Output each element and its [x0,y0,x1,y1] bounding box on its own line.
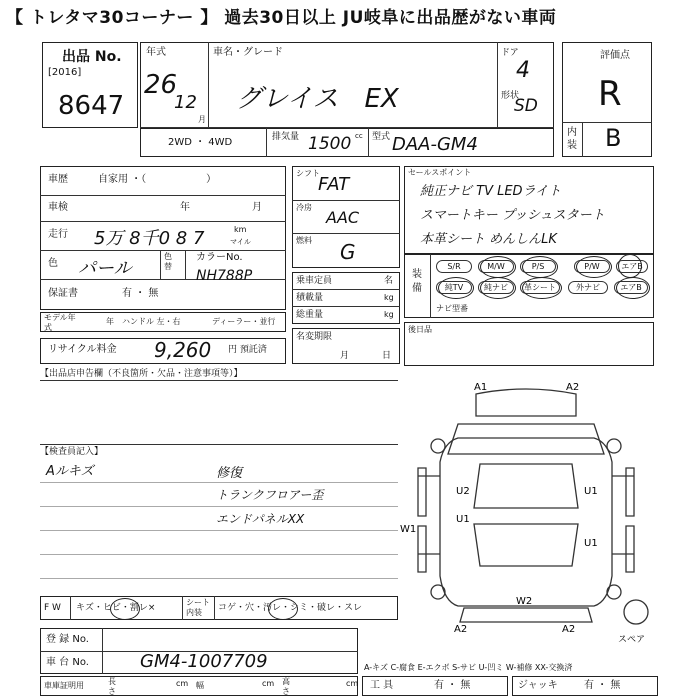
mark-u2-left: U2 [456,486,470,497]
mark-w1: W1 [400,524,417,535]
history-label: 車歴 [48,174,68,185]
capacity-unit: 名 [384,276,394,286]
recycle-unit: 円 預託済 [228,345,267,355]
score-label: 評価点 [600,50,630,61]
circle-leather [522,277,562,299]
equip-tv: 純TV [436,281,472,294]
name-change-month: 月 [340,351,350,361]
lot-number: 8647 [58,91,125,121]
circle-ps [522,256,558,278]
aircon-value: AAC [326,208,360,227]
warranty-text: 有 ・ 無 [122,288,159,299]
mark-w2: W2 [516,596,533,607]
inspector-note-2: トランクフロアー歪 [216,488,324,502]
equip-sr: S/R [436,260,472,273]
name-change-day: 日 [382,351,392,361]
warranty-label: 保証書 [48,288,78,299]
interior-label: 内 装 [567,127,577,151]
seat-label: シート内装 [186,598,210,617]
color-value: パール [78,258,132,279]
circle-navi [480,277,516,299]
weight-label: 総重量 [296,310,324,320]
spare-label: スペア [618,635,646,644]
year-value: 26 [144,70,178,100]
inspector-note-3: エンドパネルXX [216,512,305,526]
score-value: R [598,74,622,114]
mark-a2-bottom-right: A2 [562,624,576,635]
equip-airbag-1: エアB [616,260,648,273]
retrofit-box [404,322,654,366]
circle-tv [438,277,474,299]
displacement-unit: cc [355,132,363,140]
fw-items: キズ・ヒビ・割レ× [76,603,156,613]
displacement-value: 1500 [308,134,352,154]
equip-leather: 革シート [520,281,560,294]
mileage-label: 走行 [48,229,68,240]
color-repaint: 色替 [164,252,172,271]
mileage-unit-mile: マイル [230,238,251,246]
jack-text: 有 ・ 無 [584,680,621,691]
inspection-label: 車検 [48,202,68,213]
inspector-note-1: 修復 [216,466,243,481]
mark-a1: A1 [474,382,488,393]
cert-length: 長さ [108,677,116,696]
weight-unit: kg [384,310,394,319]
mark-u1-left: U1 [456,514,470,525]
load-unit: kg [384,293,394,302]
circle-airbag-1 [618,254,642,278]
year-label: 年式 [146,47,166,58]
legend-text: A-キズ C-腐食 E-エクボ S-サビ U-凹ミ W-補修 XX-交換済 [364,663,573,672]
mark-u1-right-2: U1 [584,538,598,549]
name-value: グレイス EX [236,84,399,114]
shape-label: 形状 [501,91,520,101]
color-label: 色 [48,258,58,269]
tools-label: 工 具 [370,680,394,691]
equipment-label: 装 備 [412,269,422,294]
lot-label: 出品 No. [62,49,122,65]
retrofit-label: 後日品 [408,325,432,334]
inspection-year: 年 [180,202,190,213]
model-year-label: モデル年式 [44,313,76,332]
year-month: 12 [174,92,197,113]
sales-line-3: 本革シート めんしんLK [420,232,557,247]
lot-year: [2016] [48,67,82,78]
equip-airbag-2: エアB [614,281,648,294]
shift-label: シフト [296,169,320,178]
equip-ext-navi: 外ナビ [568,281,608,294]
registration-label: 登 録 No. [46,634,89,645]
sales-line-2: スマートキー プッシュスタート [420,208,605,223]
cert-width: 幅 [196,681,204,690]
drive-type: 2WD ・ 4WD [168,137,233,148]
circle-crack [110,598,140,620]
mark-a2-bottom-left: A2 [454,624,468,635]
aircon-label: 冷房 [296,203,312,212]
chassis-label: 車 台 No. [46,657,89,668]
fuel-label: 燃料 [296,236,312,245]
color-code-label: カラーNo. [196,252,243,263]
mileage-unit-km: km [234,225,247,234]
jack-label: ジャッキ [518,680,558,691]
equip-pw: P/W [574,260,610,273]
model-year-dealer: ディーラー・並行 [212,317,276,326]
recycle-label: リサイクル料金 [48,344,117,355]
equip-mw: M/W [478,260,514,273]
seat-items: コゲ・穴・汚レ・シミ・破レ・スレ [218,603,363,613]
cert-cm-3: cm [346,679,359,688]
fuel-value: G [340,240,356,264]
mark-a2-top: A2 [566,382,580,393]
door-label: ドア [501,48,519,58]
chassis-value: GM4-1007709 [140,651,268,672]
name-change-label: 名変期限 [296,332,333,342]
model-year-year: 年 [106,317,114,326]
mileage-value: 5万 8千0 8 7 [94,228,205,249]
sales-line-1: 純正ナビ TV LEDライト [420,184,562,199]
fw-label: F W [44,603,61,613]
month-unit: 月 [198,115,206,124]
displacement-label: 排気量 [272,132,300,142]
interior-value: B [605,124,622,152]
load-label: 積載量 [296,293,324,303]
inspector-label: 【検査員記入】 [40,447,104,457]
cert-cm-2: cm [262,679,275,688]
circle-airbag-2 [616,277,650,299]
tools-text: 有 ・ 無 [434,680,471,691]
door-value: 4 [516,58,530,83]
name-label: 車名・グレード [213,47,283,58]
shape-value: SD [514,96,538,116]
model-type-value: DAA-GM4 [392,134,478,155]
equip-navi: 純ナビ [478,281,514,294]
cert-cm-1: cm [176,679,189,688]
shift-value: FAT [318,174,350,195]
capacity-label: 乗車定員 [296,276,333,286]
inspector-note-left: Aルキズ [46,464,94,479]
recycle-value: 9,260 [154,338,212,362]
model-type-label: 型式 [372,132,391,142]
inspection-month: 月 [252,202,262,213]
navi-model-label: ナビ型番 [436,304,468,313]
cert-height: 高さ [282,677,290,696]
sales-points-label: セールスポイント [408,168,472,177]
model-year-handle: ハンドル 左・右 [122,317,181,326]
color-code-value: NH788P [196,268,253,284]
history-text: 自家用 ・（ ） [98,174,217,185]
certificate-label: 車庫証明用 [44,681,84,690]
banner-title: 【 トレタマ30コーナー 】 過去30日以上 JU岐阜に出品歴がない車両 [6,8,557,28]
circle-mw [480,256,516,278]
equip-ps: P/S [520,260,556,273]
car-diagram [398,376,658,644]
circle-pw [576,256,612,278]
declaration-label: 【出品店申告欄（不良箇所・欠品・注意事項等）】 [40,369,243,379]
mark-u1-right-1: U1 [584,486,598,497]
circle-stain [268,598,298,620]
